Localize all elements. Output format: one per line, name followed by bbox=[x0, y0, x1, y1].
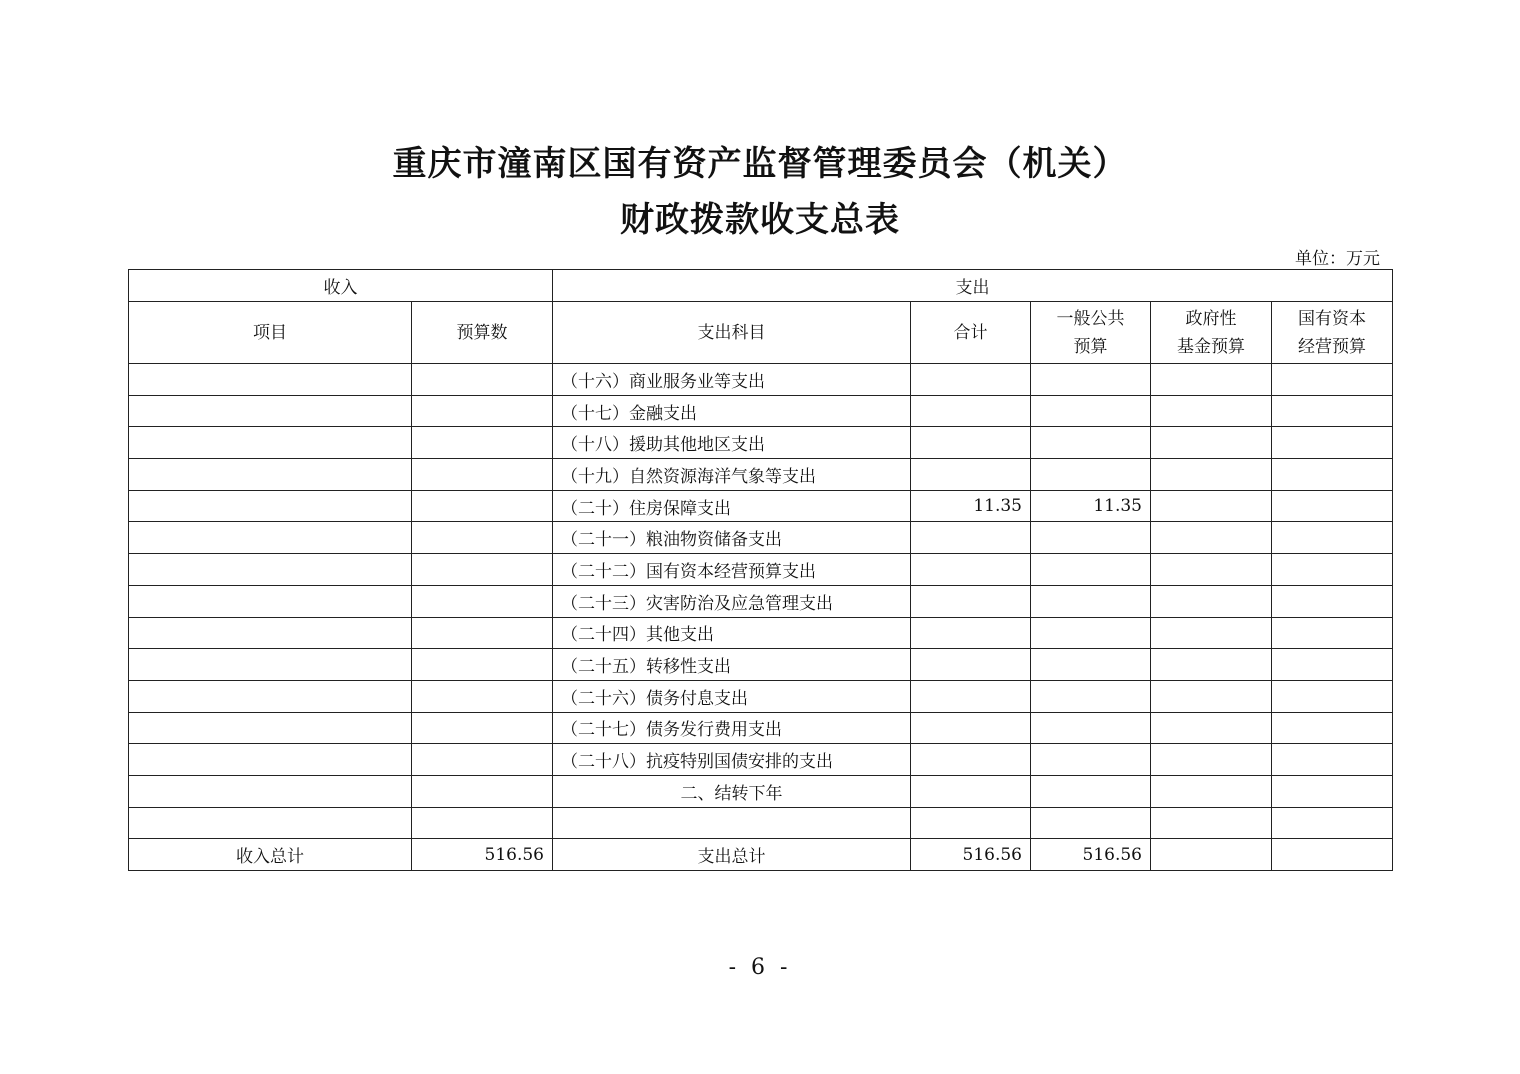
item-cell bbox=[129, 395, 412, 427]
state-capital-cell bbox=[1272, 744, 1393, 776]
gov-fund-header-line2: 基金预算 bbox=[1177, 336, 1245, 357]
gov-fund-cell bbox=[1151, 680, 1272, 712]
general-budget-cell bbox=[1031, 522, 1151, 554]
budget-cell bbox=[412, 427, 553, 459]
general-budget-cell bbox=[1031, 807, 1151, 839]
gov-fund-cell bbox=[1151, 744, 1272, 776]
general-budget-cell bbox=[1031, 744, 1151, 776]
budget-cell bbox=[412, 775, 553, 807]
expense-item-cell: （十六）商业服务业等支出 bbox=[553, 364, 911, 396]
state-capital-cell bbox=[1272, 522, 1393, 554]
general-budget-cell: 516.56 bbox=[1031, 839, 1151, 871]
item-cell bbox=[129, 522, 412, 554]
general-budget-cell bbox=[1031, 427, 1151, 459]
gov-fund-cell bbox=[1151, 617, 1272, 649]
table-row bbox=[129, 364, 1393, 396]
item-cell bbox=[129, 427, 412, 459]
table-row bbox=[129, 839, 1393, 871]
gov-fund-cell bbox=[1151, 839, 1272, 871]
table-row bbox=[129, 522, 1393, 554]
total-cell bbox=[911, 712, 1031, 744]
budget-cell bbox=[412, 522, 553, 554]
total-cell bbox=[911, 522, 1031, 554]
general-budget-cell bbox=[1031, 585, 1151, 617]
table-row bbox=[129, 807, 1393, 839]
general-budget-cell bbox=[1031, 775, 1151, 807]
expense-item-cell: 支出总计 bbox=[553, 839, 911, 871]
table-row bbox=[129, 617, 1393, 649]
item-cell bbox=[129, 744, 412, 776]
page-number: - 6 - bbox=[728, 955, 792, 980]
general-budget-cell: 11.35 bbox=[1031, 490, 1151, 522]
expense-item-header: 支出科目 bbox=[553, 302, 911, 364]
budget-cell: 516.56 bbox=[412, 839, 553, 871]
expense-item-cell: （二十二）国有资本经营预算支出 bbox=[553, 554, 911, 586]
table-row bbox=[129, 427, 1393, 459]
gov-fund-cell bbox=[1151, 807, 1272, 839]
gov-fund-cell bbox=[1151, 364, 1272, 396]
total-cell bbox=[911, 617, 1031, 649]
table-row bbox=[129, 744, 1393, 776]
total-cell bbox=[911, 459, 1031, 491]
total-cell bbox=[911, 649, 1031, 681]
state-capital-cell bbox=[1272, 459, 1393, 491]
general-budget-cell bbox=[1031, 459, 1151, 491]
header-row-1 bbox=[129, 270, 1393, 302]
state-capital-header-line2: 经营预算 bbox=[1298, 336, 1367, 357]
expense-header: 支出 bbox=[553, 270, 1393, 302]
item-cell bbox=[129, 807, 412, 839]
gov-fund-cell bbox=[1151, 427, 1272, 459]
item-cell bbox=[129, 364, 412, 396]
general-budget-cell bbox=[1031, 554, 1151, 586]
state-capital-header bbox=[1272, 302, 1393, 364]
total-header: 合计 bbox=[911, 302, 1031, 364]
expense-item-cell: （二十五）转移性支出 bbox=[553, 649, 911, 681]
item-cell bbox=[129, 585, 412, 617]
budget-cell bbox=[412, 585, 553, 617]
state-capital-header-line1: 国有资本 bbox=[1298, 308, 1367, 329]
budget-cell bbox=[412, 649, 553, 681]
total-cell bbox=[911, 585, 1031, 617]
gov-fund-cell bbox=[1151, 522, 1272, 554]
total-cell bbox=[911, 554, 1031, 586]
general-budget-cell bbox=[1031, 617, 1151, 649]
total-cell bbox=[911, 364, 1031, 396]
budget-cell bbox=[412, 712, 553, 744]
gov-fund-cell bbox=[1151, 712, 1272, 744]
state-capital-cell bbox=[1272, 554, 1393, 586]
item-cell bbox=[129, 459, 412, 491]
budget-cell bbox=[412, 395, 553, 427]
gov-fund-cell bbox=[1151, 585, 1272, 617]
expense-item-cell: （十九）自然资源海洋气象等支出 bbox=[553, 459, 911, 491]
total-cell bbox=[911, 807, 1031, 839]
item-cell bbox=[129, 649, 412, 681]
budget-cell bbox=[412, 364, 553, 396]
income-header: 收入 bbox=[129, 270, 553, 302]
expense-item-cell bbox=[553, 807, 911, 839]
state-capital-cell bbox=[1272, 649, 1393, 681]
gov-fund-header-line1: 政府性 bbox=[1185, 308, 1237, 329]
general-budget-header-line1: 一般公共 bbox=[1056, 308, 1125, 329]
general-budget-cell bbox=[1031, 680, 1151, 712]
budget-cell bbox=[412, 459, 553, 491]
budget-cell bbox=[412, 617, 553, 649]
state-capital-cell bbox=[1272, 839, 1393, 871]
item-header: 项目 bbox=[129, 302, 412, 364]
table-row bbox=[129, 490, 1393, 522]
table-row bbox=[129, 395, 1393, 427]
state-capital-cell bbox=[1272, 712, 1393, 744]
item-cell: 收入总计 bbox=[129, 839, 412, 871]
total-cell bbox=[911, 395, 1031, 427]
expense-item-cell: （二十七）债务发行费用支出 bbox=[553, 712, 911, 744]
gov-fund-cell bbox=[1151, 649, 1272, 681]
table-row bbox=[129, 775, 1393, 807]
expense-item-cell: （二十一）粮油物资储备支出 bbox=[553, 522, 911, 554]
item-cell bbox=[129, 617, 412, 649]
table-row bbox=[129, 712, 1393, 744]
title-line-2: 财政拨款收支总表 bbox=[620, 200, 900, 240]
table-row bbox=[129, 585, 1393, 617]
total-cell: 516.56 bbox=[911, 839, 1031, 871]
expense-item-cell: 二、结转下年 bbox=[553, 775, 911, 807]
general-budget-cell bbox=[1031, 712, 1151, 744]
state-capital-cell bbox=[1272, 490, 1393, 522]
budget-header: 预算数 bbox=[412, 302, 553, 364]
general-budget-header-line2: 预算 bbox=[1073, 336, 1108, 357]
item-cell bbox=[129, 680, 412, 712]
total-cell bbox=[911, 680, 1031, 712]
item-cell bbox=[129, 490, 412, 522]
expense-item-cell: （二十四）其他支出 bbox=[553, 617, 911, 649]
total-cell: 11.35 bbox=[911, 490, 1031, 522]
table-row bbox=[129, 459, 1393, 491]
item-cell bbox=[129, 554, 412, 586]
expense-item-cell: （二十八）抗疫特别国债安排的支出 bbox=[553, 744, 911, 776]
budget-cell bbox=[412, 680, 553, 712]
item-cell bbox=[129, 712, 412, 744]
gov-fund-cell bbox=[1151, 554, 1272, 586]
gov-fund-header bbox=[1151, 302, 1272, 364]
gov-fund-cell bbox=[1151, 490, 1272, 522]
budget-cell bbox=[412, 554, 553, 586]
state-capital-cell bbox=[1272, 395, 1393, 427]
state-capital-cell bbox=[1272, 364, 1393, 396]
gov-fund-cell bbox=[1151, 459, 1272, 491]
total-cell bbox=[911, 427, 1031, 459]
expense-item-cell: （十七）金融支出 bbox=[553, 395, 911, 427]
expense-item-cell: （二十三）灾害防治及应急管理支出 bbox=[553, 585, 911, 617]
unit-label: 单位：万元 bbox=[1295, 249, 1380, 269]
budget-table bbox=[128, 269, 1393, 871]
state-capital-cell bbox=[1272, 617, 1393, 649]
gov-fund-cell bbox=[1151, 775, 1272, 807]
table-row bbox=[129, 554, 1393, 586]
expense-item-cell: （十八）援助其他地区支出 bbox=[553, 427, 911, 459]
budget-cell bbox=[412, 807, 553, 839]
state-capital-cell bbox=[1272, 807, 1393, 839]
state-capital-cell bbox=[1272, 585, 1393, 617]
state-capital-cell bbox=[1272, 427, 1393, 459]
table-row bbox=[129, 680, 1393, 712]
item-cell bbox=[129, 775, 412, 807]
header-row-2 bbox=[129, 302, 1393, 364]
gov-fund-cell bbox=[1151, 395, 1272, 427]
expense-item-cell: （二十六）债务付息支出 bbox=[553, 680, 911, 712]
total-cell bbox=[911, 775, 1031, 807]
general-budget-cell bbox=[1031, 364, 1151, 396]
expense-item-cell: （二十）住房保障支出 bbox=[553, 490, 911, 522]
table-row bbox=[129, 649, 1393, 681]
budget-cell bbox=[412, 744, 553, 776]
general-budget-cell bbox=[1031, 649, 1151, 681]
budget-cell bbox=[412, 490, 553, 522]
general-budget-cell bbox=[1031, 395, 1151, 427]
state-capital-cell bbox=[1272, 775, 1393, 807]
total-cell bbox=[911, 744, 1031, 776]
title-line-1: 重庆市潼南区国有资产监督管理委员会（机关） bbox=[392, 144, 1128, 184]
general-budget-header bbox=[1031, 302, 1151, 364]
state-capital-cell bbox=[1272, 680, 1393, 712]
